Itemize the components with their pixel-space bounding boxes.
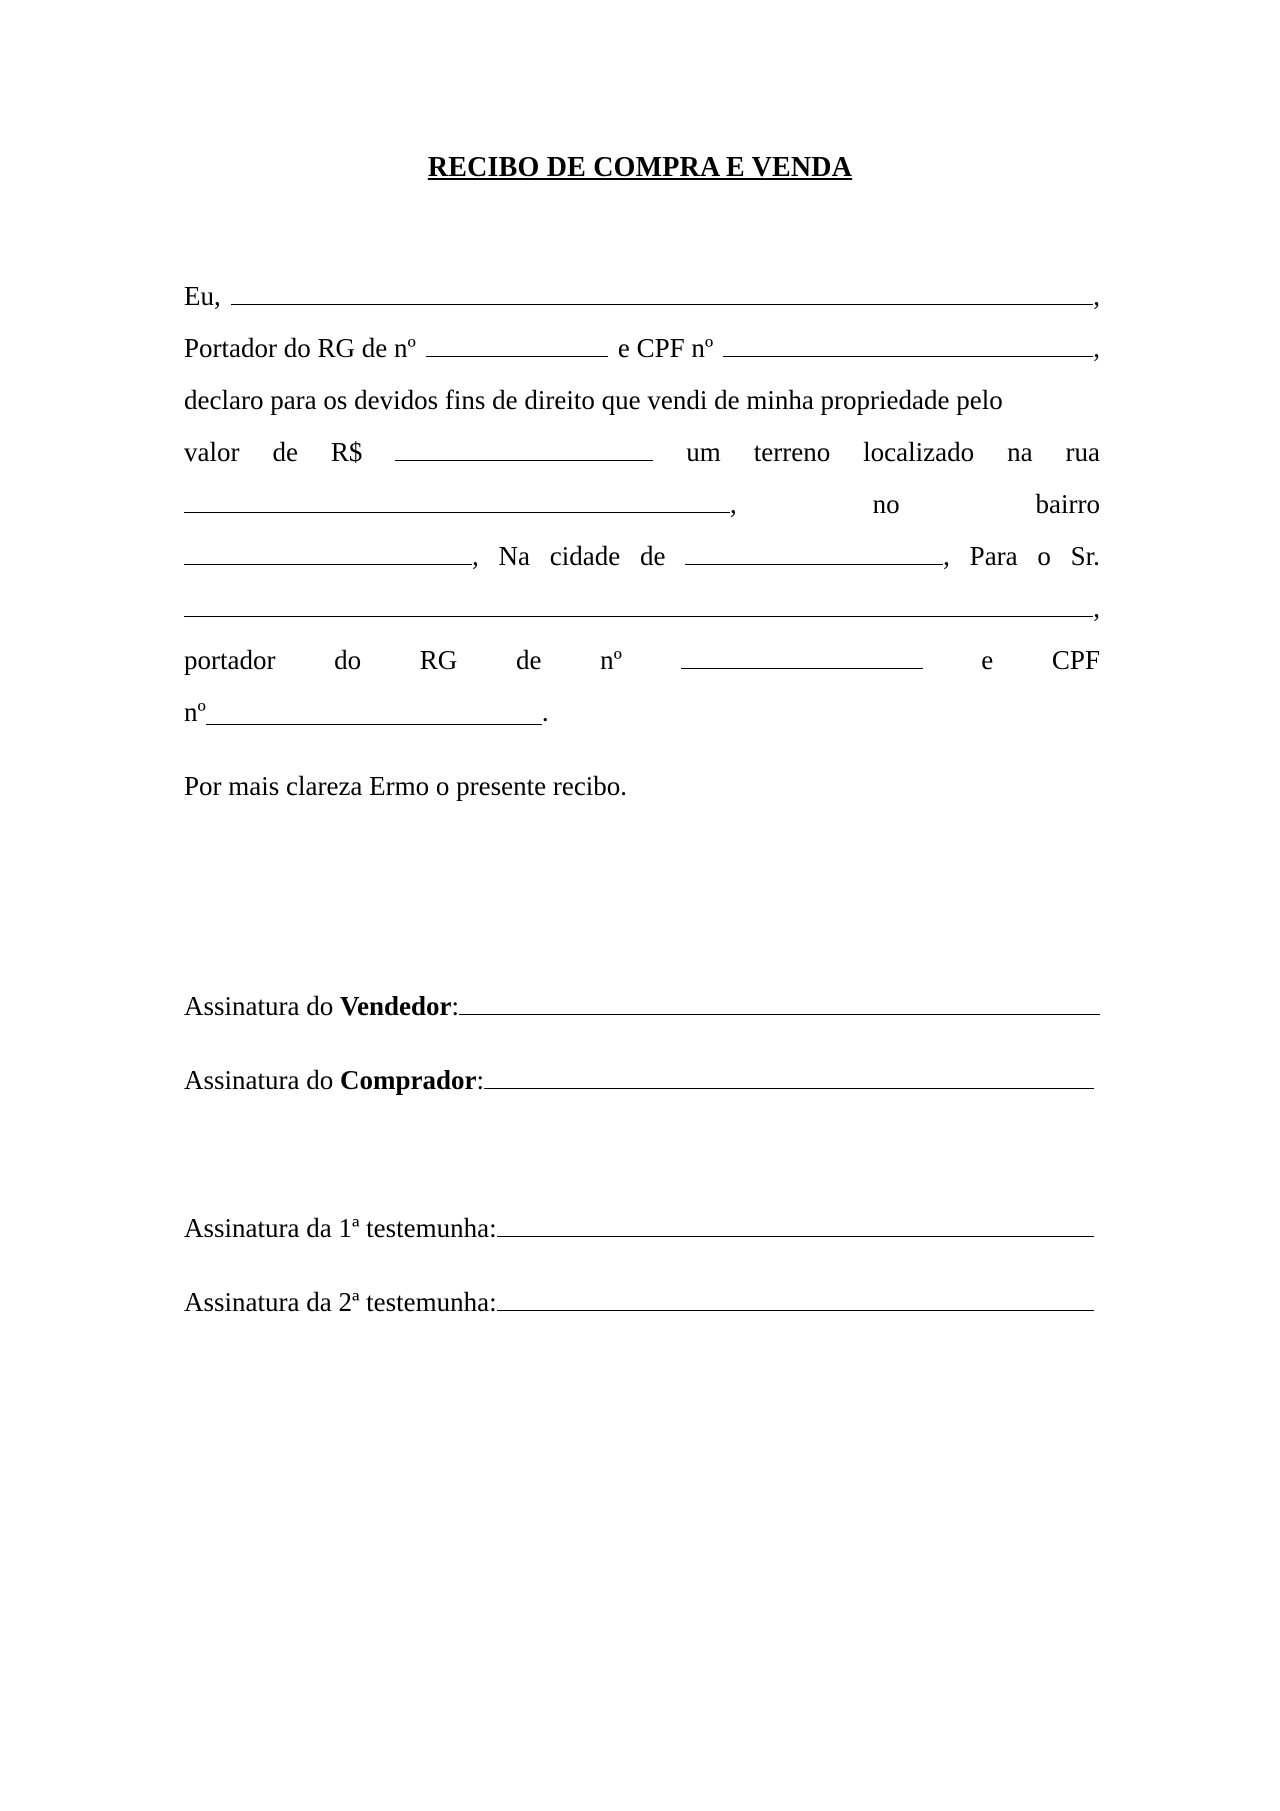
- signature-role-bold: Vendedor: [339, 991, 452, 1021]
- signature-vendedor-label: [184, 988, 459, 1024]
- paragraph-line-7: [184, 590, 1100, 626]
- neighborhood-blank-field[interactable]: [184, 538, 472, 565]
- signature-colon: :: [476, 1065, 484, 1095]
- text-eu: Eu,: [184, 281, 221, 311]
- cpf-blank-field[interactable]: [723, 330, 1093, 357]
- text-terreno: terreno: [753, 437, 831, 467]
- text-sr: Sr.: [1070, 541, 1100, 571]
- paragraph-line-6: [184, 538, 1100, 574]
- text-n: nº: [184, 697, 206, 727]
- testemunha-1-signature-line[interactable]: [497, 1210, 1094, 1237]
- text-localizado: localizado: [863, 437, 975, 467]
- paragraph-line-2: [184, 330, 1100, 366]
- name-blank-field[interactable]: [231, 278, 1094, 305]
- text-de: de: [515, 645, 542, 675]
- text-de: de: [272, 437, 298, 467]
- buyer-rg-blank-field[interactable]: [681, 642, 923, 669]
- text-na: Na: [498, 541, 530, 571]
- text-rua: rua: [1065, 437, 1100, 467]
- signature-role-bold: Comprador: [339, 1065, 477, 1095]
- text-comma: ,: [472, 541, 479, 571]
- paragraph-line-8: [184, 642, 1100, 678]
- paragraph-line-5: [184, 486, 1100, 522]
- comprador-signature-line[interactable]: [484, 1062, 1094, 1089]
- signature-prefix: Assinatura do: [184, 991, 334, 1021]
- text-comma: ,: [943, 541, 950, 571]
- text-no: no: [872, 489, 900, 519]
- text-um: um: [686, 437, 721, 467]
- text-do: do: [334, 645, 362, 675]
- text-declaro: declaro para os devidos fins de direito que vendi de minha propriedade pelo: [184, 385, 1003, 415]
- paragraph-line-3: [184, 382, 1100, 418]
- vendedor-signature-line[interactable]: [459, 988, 1100, 1015]
- signature-colon: :: [451, 991, 460, 1021]
- text-cidade: cidade: [549, 541, 621, 571]
- buyer-cpf-blank-field[interactable]: [206, 698, 542, 725]
- signature-comprador-label: [184, 1062, 484, 1098]
- document-title: RECIBO DE COMPRA E VENDA: [427, 152, 853, 183]
- paragraph-line-4: [184, 434, 1100, 470]
- text-o: o: [1037, 541, 1051, 571]
- text-period: .: [541, 697, 549, 727]
- signature-vendedor: [184, 988, 1100, 1024]
- text-rs: R$: [330, 437, 363, 467]
- text-valor: valor: [184, 437, 240, 467]
- closing-statement: [184, 768, 1100, 804]
- signature-testemunha-2: [184, 1284, 1094, 1320]
- text-para: Para: [969, 541, 1018, 571]
- text-e: e: [981, 645, 994, 675]
- text-portador: portador: [184, 645, 276, 675]
- signature-testemunha-2-label: Assinatura da 2ª testemunha:: [184, 1287, 497, 1317]
- text-cpf: e CPF nº: [617, 333, 714, 363]
- text-rg: RG: [419, 645, 458, 675]
- text-comma: ,: [1093, 593, 1100, 623]
- rg-blank-field[interactable]: [426, 330, 608, 357]
- signature-prefix: Assinatura do: [184, 1065, 334, 1095]
- buyer-name-blank-field[interactable]: [184, 590, 1093, 617]
- street-blank-field[interactable]: [184, 486, 730, 513]
- text-de: de: [639, 541, 666, 571]
- signature-comprador: [184, 1062, 1094, 1098]
- text-cpf: CPF: [1051, 645, 1100, 675]
- text-comma: ,: [1093, 333, 1100, 363]
- text-bairro: bairro: [1035, 489, 1100, 519]
- signature-testemunha-1: [184, 1210, 1094, 1246]
- text-n: nº: [600, 645, 622, 675]
- testemunha-2-signature-line[interactable]: [497, 1284, 1094, 1311]
- paragraph-line-1: [184, 278, 1100, 314]
- text-comma: ,: [1093, 281, 1100, 311]
- text-portador-rg: Portador do RG de nº: [184, 333, 416, 363]
- value-blank-field[interactable]: [395, 434, 653, 461]
- text-comma: ,: [730, 489, 737, 519]
- city-blank-field[interactable]: [685, 538, 943, 565]
- signature-testemunha-1-label: Assinatura da 1ª testemunha:: [184, 1213, 497, 1243]
- text-na: na: [1007, 437, 1033, 467]
- paragraph-line-9: [184, 694, 1100, 730]
- closing-text: Por mais clareza Ermo o presente recibo.: [184, 771, 628, 801]
